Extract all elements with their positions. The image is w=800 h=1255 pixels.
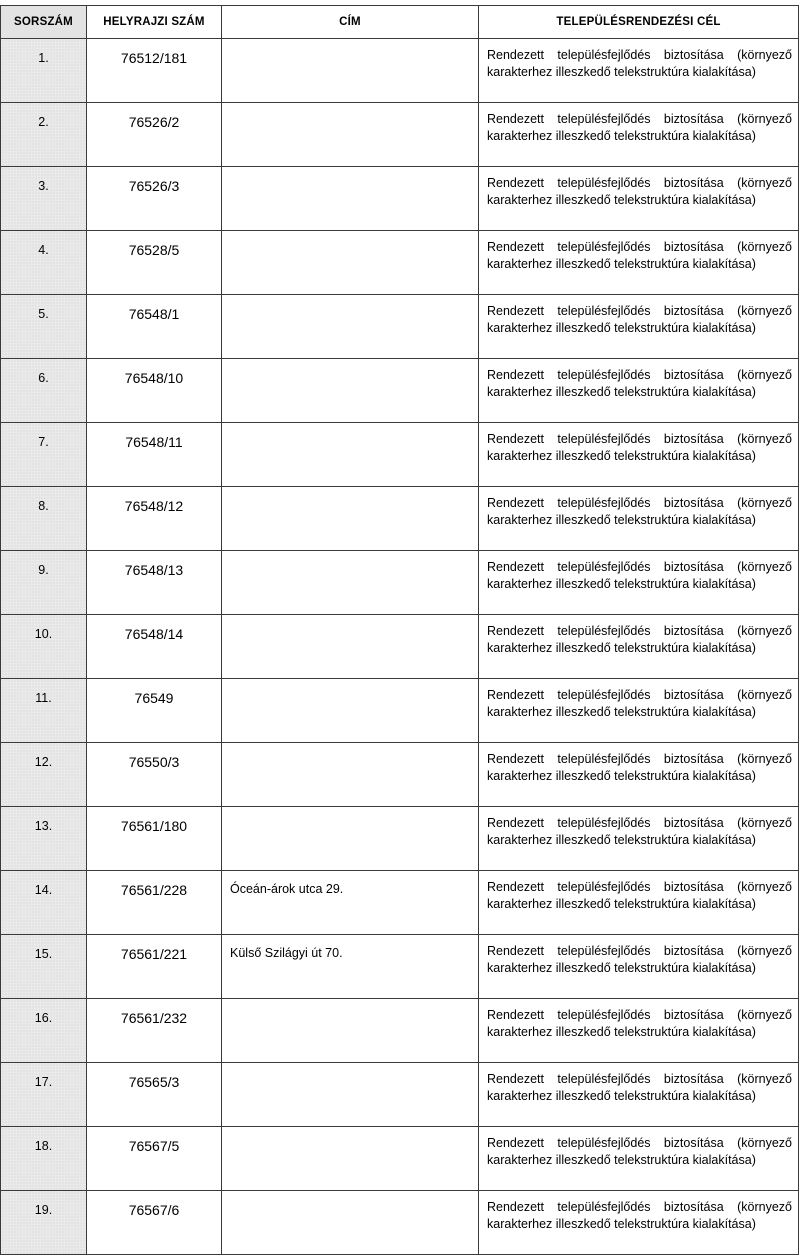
table-row [1, 615, 799, 679]
planning-goal-cell: Rendezett településfejlődés biztosítása (környező karakterhez illeszkedő telekstruktúra kialakítása) [479, 1063, 799, 1127]
row-number-cell: 9. [1, 551, 87, 615]
row-number-cell: 5. [1, 295, 87, 359]
planning-goal-cell: Rendezett településfejlődés biztosítása (környező karakterhez illeszkedő telekstruktúra kialakítása) [479, 551, 799, 615]
row-number-cell: 12. [1, 743, 87, 807]
row-number-cell: 17. [1, 1063, 87, 1127]
planning-goal-cell: Rendezett településfejlődés biztosítása (környező karakterhez illeszkedő telekstruktúra kialakítása) [479, 423, 799, 487]
address-cell [222, 999, 479, 1063]
table-row [1, 1191, 799, 1255]
planning-goal-cell: Rendezett településfejlődés biztosítása (környező karakterhez illeszkedő telekstruktúra kialakítása) [479, 231, 799, 295]
address-cell [222, 359, 479, 423]
table-row [1, 231, 799, 295]
parcel-number-cell: 76548/14 [87, 615, 222, 679]
planning-goal-cell: Rendezett településfejlődés biztosítása (környező karakterhez illeszkedő telekstruktúra kialakítása) [479, 487, 799, 551]
table-row [1, 1127, 799, 1191]
table-row [1, 679, 799, 743]
parcel-number-cell: 76512/181 [87, 39, 222, 103]
parcel-number-cell: 76550/3 [87, 743, 222, 807]
address-cell [222, 487, 479, 551]
address-cell [222, 679, 479, 743]
parcel-number-cell: 76567/5 [87, 1127, 222, 1191]
planning-goal-cell: Rendezett településfejlődés biztosítása (környező karakterhez illeszkedő telekstruktúra kialakítása) [479, 807, 799, 871]
parcel-number-cell: 76548/10 [87, 359, 222, 423]
header-helyrajzi-szam: HELYRAJZI SZÁM [87, 6, 222, 39]
parcel-number-cell: 76528/5 [87, 231, 222, 295]
header-cim: CÍM [222, 6, 479, 39]
parcel-number-cell: 76561/180 [87, 807, 222, 871]
table-row [1, 999, 799, 1063]
parcel-number-cell: 76548/1 [87, 295, 222, 359]
address-cell [222, 1191, 479, 1255]
table-row [1, 103, 799, 167]
address-cell: Külső Szilágyi út 70. [222, 935, 479, 999]
parcel-number-cell: 76561/228 [87, 871, 222, 935]
parcel-number-cell: 76567/6 [87, 1191, 222, 1255]
row-number-cell: 2. [1, 103, 87, 167]
address-cell [222, 551, 479, 615]
row-number-cell: 3. [1, 167, 87, 231]
parcel-number-cell: 76565/3 [87, 1063, 222, 1127]
planning-goal-cell: Rendezett településfejlődés biztosítása (környező karakterhez illeszkedő telekstruktúra kialakítása) [479, 39, 799, 103]
row-number-cell: 6. [1, 359, 87, 423]
address-cell [222, 807, 479, 871]
table-row [1, 935, 799, 999]
planning-goal-cell: Rendezett településfejlődés biztosítása (környező karakterhez illeszkedő telekstruktúra kialakítása) [479, 743, 799, 807]
address-cell [222, 1063, 479, 1127]
address-cell [222, 423, 479, 487]
parcel-number-cell: 76548/13 [87, 551, 222, 615]
address-cell [222, 1127, 479, 1191]
row-number-cell: 15. [1, 935, 87, 999]
table-row [1, 1063, 799, 1127]
address-cell [222, 615, 479, 679]
planning-goal-cell: Rendezett településfejlődés biztosítása (környező karakterhez illeszkedő telekstruktúra kialakítása) [479, 167, 799, 231]
row-number-cell: 1. [1, 39, 87, 103]
header-sorszam: SORSZÁM [1, 6, 87, 39]
planning-goal-cell: Rendezett településfejlődés biztosítása (környező karakterhez illeszkedő telekstruktúra kialakítása) [479, 1191, 799, 1255]
planning-goal-cell: Rendezett településfejlődés biztosítása (környező karakterhez illeszkedő telekstruktúra kialakítása) [479, 999, 799, 1063]
parcel-number-cell: 76561/221 [87, 935, 222, 999]
parcel-number-cell: 76548/12 [87, 487, 222, 551]
parcel-number-cell: 76548/11 [87, 423, 222, 487]
parcel-number-cell: 76526/3 [87, 167, 222, 231]
address-cell [222, 103, 479, 167]
planning-goal-cell: Rendezett településfejlődés biztosítása (környező karakterhez illeszkedő telekstruktúra kialakítása) [479, 935, 799, 999]
table-header-row [1, 6, 799, 39]
row-number-cell: 19. [1, 1191, 87, 1255]
planning-goal-cell: Rendezett településfejlődés biztosítása (környező karakterhez illeszkedő telekstruktúra kialakítása) [479, 871, 799, 935]
row-number-cell: 14. [1, 871, 87, 935]
planning-goal-cell: Rendezett településfejlődés biztosítása (környező karakterhez illeszkedő telekstruktúra kialakítása) [479, 1127, 799, 1191]
row-number-cell: 16. [1, 999, 87, 1063]
planning-goal-cell: Rendezett településfejlődés biztosítása (környező karakterhez illeszkedő telekstruktúra kialakítása) [479, 615, 799, 679]
address-cell [222, 167, 479, 231]
planning-goal-cell: Rendezett településfejlődés biztosítása (környező karakterhez illeszkedő telekstruktúra kialakítása) [479, 679, 799, 743]
table-row [1, 551, 799, 615]
address-cell [222, 39, 479, 103]
parcel-number-cell: 76526/2 [87, 103, 222, 167]
parcel-table [0, 5, 799, 1255]
row-number-cell: 11. [1, 679, 87, 743]
row-number-cell: 4. [1, 231, 87, 295]
address-cell [222, 231, 479, 295]
table-row [1, 743, 799, 807]
planning-goal-cell: Rendezett településfejlődés biztosítása (környező karakterhez illeszkedő telekstruktúra kialakítása) [479, 359, 799, 423]
parcel-number-cell: 76561/232 [87, 999, 222, 1063]
table-row [1, 39, 799, 103]
row-number-cell: 7. [1, 423, 87, 487]
table-row [1, 359, 799, 423]
table-row [1, 871, 799, 935]
parcel-number-cell: 76549 [87, 679, 222, 743]
table-row [1, 807, 799, 871]
table-row [1, 487, 799, 551]
row-number-cell: 18. [1, 1127, 87, 1191]
address-cell: Óceán-árok utca 29. [222, 871, 479, 935]
address-cell [222, 743, 479, 807]
table-row [1, 423, 799, 487]
table-row [1, 167, 799, 231]
header-telepulesrendezesi-cel: TELEPÜLÉSRENDEZÉSI CÉL [479, 6, 799, 39]
table-row [1, 295, 799, 359]
row-number-cell: 13. [1, 807, 87, 871]
planning-goal-cell: Rendezett településfejlődés biztosítása (környező karakterhez illeszkedő telekstruktúra kialakítása) [479, 295, 799, 359]
row-number-cell: 8. [1, 487, 87, 551]
address-cell [222, 295, 479, 359]
row-number-cell: 10. [1, 615, 87, 679]
planning-goal-cell: Rendezett településfejlődés biztosítása (környező karakterhez illeszkedő telekstruktúra kialakítása) [479, 103, 799, 167]
